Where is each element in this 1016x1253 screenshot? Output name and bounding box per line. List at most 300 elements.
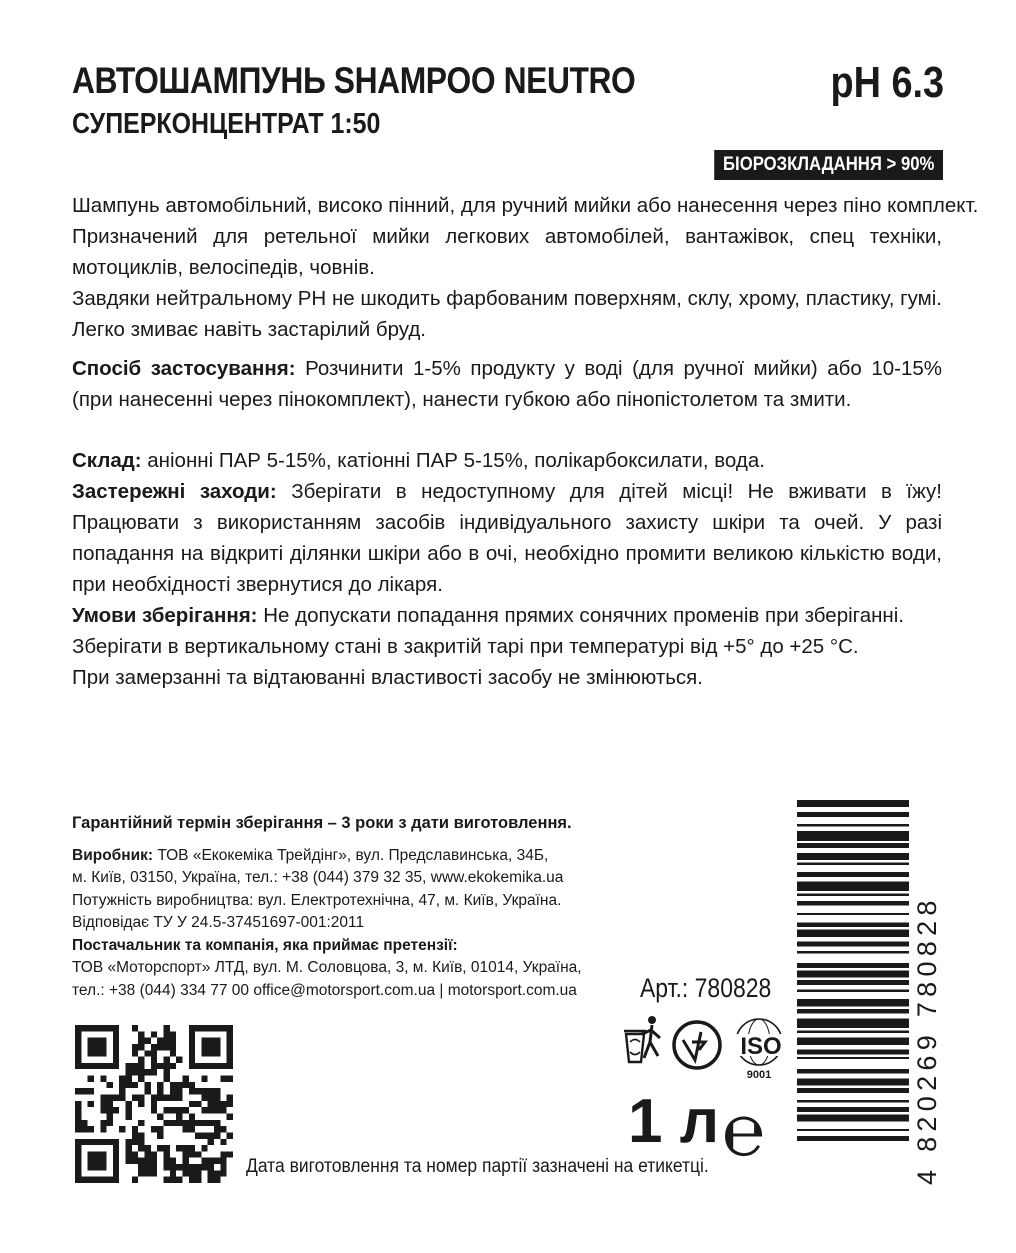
barcode-bar <box>797 882 909 892</box>
qr-module <box>157 1044 163 1050</box>
qr-module <box>126 1076 132 1082</box>
qr-module <box>132 1025 138 1031</box>
barcode-bar <box>797 901 909 906</box>
maker-line <box>72 845 612 868</box>
barcode-bar <box>797 1038 909 1045</box>
barcode-bar <box>797 1136 909 1141</box>
barcode-bar <box>797 970 909 977</box>
qr-module <box>189 1177 195 1183</box>
qr-module <box>176 1107 182 1113</box>
qr-module <box>126 1145 132 1151</box>
barcode-bar <box>797 843 909 848</box>
qr-module <box>201 1095 207 1101</box>
qr-module <box>100 1095 106 1101</box>
qr-module <box>126 1069 132 1075</box>
qr-module <box>214 1158 220 1164</box>
storage-label: Умови зберігання: <box>72 604 258 627</box>
qr-module <box>132 1177 138 1183</box>
qr-module <box>100 1076 106 1082</box>
qr-module <box>163 1107 169 1113</box>
qr-module <box>214 1107 220 1113</box>
qr-module <box>119 1126 125 1132</box>
qr-module <box>138 1031 144 1037</box>
qr-module <box>182 1164 188 1170</box>
barcode-bar <box>797 1100 909 1102</box>
maker-address: м. Київ, 03150, Україна, тел.: +38 (044) 379 32 35, www.ekokemika.ua <box>72 869 564 886</box>
qr-module <box>176 1095 182 1101</box>
supplier-label: Постачальник та компанія, яка приймає претензії: <box>72 936 458 954</box>
qr-module <box>145 1082 151 1088</box>
qr-module <box>214 1088 220 1094</box>
qr-module <box>170 1177 176 1183</box>
qr-module <box>189 1170 195 1176</box>
qr-module <box>189 1151 195 1157</box>
qr-module <box>157 1088 163 1094</box>
iso-text: ISO <box>740 1033 782 1060</box>
qr-module <box>100 1120 106 1126</box>
qr-module <box>176 1164 182 1170</box>
qr-module <box>208 1164 214 1170</box>
qr-module <box>151 1050 157 1056</box>
barcode-bar <box>797 1107 909 1112</box>
qr-module <box>208 1101 214 1107</box>
qr-module <box>176 1120 182 1126</box>
qr-finder <box>88 1151 107 1170</box>
qr-module <box>107 1107 113 1113</box>
qr-module <box>126 1151 132 1157</box>
qr-module <box>145 1158 151 1164</box>
qr-module <box>195 1088 201 1094</box>
iso-9001-icon <box>735 1019 787 1081</box>
description-paragraph-2: Призначений для ретельної мийки легкових автомобілей, вантажівок, спец техніки, мотоциклів, велосіпедів, човнів. <box>72 225 942 279</box>
qr-module <box>195 1177 201 1183</box>
barcode-bar <box>797 831 909 841</box>
qr-module <box>138 1057 144 1063</box>
qr-module <box>151 1164 157 1170</box>
guarantee-text: Гарантійний термін зберігання – 3 роки з дати виготовлення. <box>72 814 572 832</box>
qr-module <box>195 1101 201 1107</box>
facility-text: Потужність виробництва: вул. Електротехнічна, 47, м. Київ, Україна. <box>72 891 562 909</box>
barcode-bar <box>797 930 909 937</box>
qr-module <box>176 1057 182 1063</box>
qr-module <box>126 1139 132 1145</box>
barcode-bar <box>797 1069 909 1074</box>
qr-finder <box>88 1038 107 1057</box>
qr-module <box>170 1170 176 1176</box>
qr-module <box>145 1038 151 1044</box>
qr-module <box>227 1101 233 1107</box>
qr-module <box>176 1177 182 1183</box>
qr-module <box>113 1095 119 1101</box>
qr-module <box>189 1082 195 1088</box>
qr-module <box>182 1082 188 1088</box>
qr-module <box>119 1076 125 1082</box>
qr-module <box>100 1101 106 1107</box>
barcode-bar <box>797 999 909 1006</box>
qr-module <box>189 1113 195 1119</box>
barcode-bar <box>797 1057 909 1059</box>
qr-module <box>132 1158 138 1164</box>
barcode-bar <box>797 1129 909 1131</box>
qr-module <box>182 1076 188 1082</box>
qr-module <box>214 1101 220 1107</box>
qr-module <box>170 1031 176 1037</box>
barcode-bar <box>797 942 909 947</box>
qr-code <box>75 1025 233 1183</box>
usage-label: Спосіб застосування: <box>72 357 296 380</box>
composition-label: Склад: <box>72 449 142 472</box>
storage-paragraph <box>72 600 942 631</box>
qr-module <box>132 1050 138 1056</box>
certification-icons <box>622 1012 792 1082</box>
qr-module <box>176 1082 182 1088</box>
qr-module <box>189 1145 195 1151</box>
qr-module <box>145 1145 151 1151</box>
qr-module <box>182 1170 188 1176</box>
barcode-bar <box>797 980 909 985</box>
qr-module <box>157 1038 163 1044</box>
qr-module <box>138 1120 144 1126</box>
barcode <box>797 800 945 1185</box>
qr-module <box>214 1132 220 1138</box>
qr-module <box>151 1170 157 1176</box>
qr-module <box>195 1132 201 1138</box>
storage-line-3: При замерзанні та відтаюванні властивості засобу не змінюються. <box>72 666 703 689</box>
qr-module <box>163 1044 169 1050</box>
qr-module <box>75 1101 81 1107</box>
warnings-text: Зберігати в недоступному для дітей місці! Не вживати в їжу! Працювати з використанням засобів індивідуального захисту шкіри та очей. У разі попадання на відкриті ділянки шкіри або в очі, необхідно промити великою кількістю води, при необхідності звернутися до лікаря. <box>72 480 942 596</box>
qr-module <box>132 1151 138 1157</box>
qr-module <box>132 1132 138 1138</box>
qr-module <box>220 1101 226 1107</box>
qr-module <box>176 1088 182 1094</box>
qr-module <box>201 1132 207 1138</box>
qr-module <box>208 1088 214 1094</box>
qr-module <box>189 1088 195 1094</box>
qr-module <box>220 1076 226 1082</box>
qr-module <box>138 1063 144 1069</box>
qr-module <box>138 1170 144 1176</box>
maker-text: ТОВ «Екокеміка Трейдінг», вул. Предславинська, 34Б, <box>153 846 549 864</box>
qr-module <box>138 1095 144 1101</box>
qr-module <box>170 1044 176 1050</box>
qr-module <box>220 1151 226 1157</box>
qr-module <box>151 1107 157 1113</box>
qr-module <box>126 1063 132 1069</box>
qr-module <box>163 1063 169 1069</box>
qr-module <box>214 1177 220 1183</box>
qr-module <box>220 1126 226 1132</box>
barcode-bar <box>797 894 909 896</box>
barcode-bar <box>797 800 909 807</box>
biodegradability-badge: БІОРОЗКЛАДАННЯ > 90% <box>714 150 943 180</box>
qr-module <box>132 1069 138 1075</box>
qr-module <box>189 1126 195 1132</box>
qr-module <box>170 1082 176 1088</box>
qr-module <box>157 1126 163 1132</box>
qr-module <box>208 1107 214 1113</box>
qr-module <box>119 1088 125 1094</box>
qr-module <box>170 1038 176 1044</box>
qr-module <box>214 1170 220 1176</box>
qr-module <box>132 1063 138 1069</box>
qr-module <box>208 1132 214 1138</box>
qr-module <box>163 1025 169 1031</box>
product-title: АВТОШАМПУНЬ SHAMPOO NEUTRO <box>72 60 636 101</box>
barcode-bar <box>797 1078 909 1085</box>
qr-module <box>107 1095 113 1101</box>
qr-module <box>75 1088 81 1094</box>
qr-module <box>170 1088 176 1094</box>
qr-module <box>182 1145 188 1151</box>
barcode-bar <box>797 824 909 826</box>
qr-module <box>208 1158 214 1164</box>
qr-module <box>138 1164 144 1170</box>
qr-module <box>138 1076 144 1082</box>
qr-module <box>170 1095 176 1101</box>
qr-module <box>151 1044 157 1050</box>
qr-module <box>182 1126 188 1132</box>
qr-module <box>88 1076 94 1082</box>
usage-paragraph <box>72 353 942 415</box>
qr-module <box>214 1120 220 1126</box>
storage-line-2: Зберігати в вертикальному стані в закритій тарі при температурі від +5° до +25 °C. <box>72 635 859 658</box>
barcode-bar <box>797 862 909 864</box>
maker-label: Виробник: <box>72 846 154 864</box>
qr-module <box>201 1088 207 1094</box>
qr-module <box>201 1107 207 1113</box>
qr-module <box>138 1139 144 1145</box>
barcode-bar <box>797 1114 909 1121</box>
qr-module <box>170 1158 176 1164</box>
qr-module <box>138 1038 144 1044</box>
qr-module <box>145 1151 151 1157</box>
qr-module <box>88 1101 94 1107</box>
barcode-bar <box>797 853 909 860</box>
qr-module <box>163 1164 169 1170</box>
qr-module <box>182 1151 188 1157</box>
usage-text: Розчинити 1-5% продукту у воді (для ручної мийки) або 10-15% (при нанесенні через пінокомплект), нанести губкою або пінопістолетом та змити. <box>72 357 942 411</box>
barcode-bar <box>797 922 909 927</box>
footer-block <box>72 812 612 1002</box>
description-paragraph-3: Завдяки нейтральному PH не шкодить фарбованим поверхням, склу, хрому, пластику, гумі. Легко змиває навіть застарілий бруд. <box>72 287 942 341</box>
qr-module <box>138 1132 144 1138</box>
qr-module <box>151 1151 157 1157</box>
article-number: Арт.: 780828 <box>640 973 772 1003</box>
qr-module <box>163 1038 169 1044</box>
qr-module <box>227 1151 233 1157</box>
ukraine-conformity-mark-icon <box>674 1022 720 1068</box>
qr-module <box>220 1170 226 1176</box>
qr-module <box>201 1164 207 1170</box>
qr-module <box>107 1082 113 1088</box>
qr-module <box>151 1158 157 1164</box>
qr-module <box>208 1170 214 1176</box>
qr-module <box>227 1132 233 1138</box>
qr-module <box>88 1088 94 1094</box>
qr-module <box>138 1145 144 1151</box>
qr-module <box>138 1069 144 1075</box>
qr-module <box>113 1107 119 1113</box>
qr-module <box>75 1113 81 1119</box>
qr-module <box>227 1076 233 1082</box>
qr-module <box>132 1082 138 1088</box>
qr-module <box>220 1158 226 1164</box>
qr-module <box>208 1177 214 1183</box>
warnings-label: Застережні заходи: <box>72 480 277 503</box>
qr-module <box>170 1050 176 1056</box>
qr-module <box>151 1101 157 1107</box>
qr-module <box>208 1095 214 1101</box>
qr-module <box>126 1082 132 1088</box>
qr-module <box>163 1095 169 1101</box>
qr-module <box>75 1126 81 1132</box>
production-date-note: Дата виготовлення та номер партії зазначені на етикетці. <box>246 1156 709 1177</box>
qr-finder <box>201 1038 220 1057</box>
qr-module <box>176 1145 182 1151</box>
qr-module <box>132 1126 138 1132</box>
qr-module <box>107 1101 113 1107</box>
volume-label: 1 л <box>628 1087 720 1156</box>
qr-module <box>100 1107 106 1113</box>
qr-module <box>145 1164 151 1170</box>
qr-module <box>157 1132 163 1138</box>
qr-module <box>195 1170 201 1176</box>
qr-module <box>107 1120 113 1126</box>
qr-module <box>145 1050 151 1056</box>
qr-module <box>170 1120 176 1126</box>
qr-module <box>75 1120 81 1126</box>
qr-module <box>151 1069 157 1075</box>
qr-module <box>157 1095 163 1101</box>
qr-module <box>132 1044 138 1050</box>
qr-module <box>81 1088 87 1094</box>
qr-module <box>214 1095 220 1101</box>
qr-module <box>145 1088 151 1094</box>
barcode-bar <box>797 913 909 915</box>
qr-module <box>170 1063 176 1069</box>
qr-module <box>138 1101 144 1107</box>
qr-module <box>163 1120 169 1126</box>
qr-module <box>119 1082 125 1088</box>
qr-module <box>182 1158 188 1164</box>
warnings-paragraph <box>72 476 942 600</box>
qr-module <box>220 1164 226 1170</box>
qr-module <box>157 1113 163 1119</box>
qr-module <box>189 1120 195 1126</box>
qr-module <box>88 1126 94 1132</box>
qr-module <box>195 1151 201 1157</box>
barcode-bar <box>797 1050 909 1055</box>
description-paragraph-1: Шампунь автомобільний, високо пінний, для ручний мийки або нанесення через піно комплект. <box>72 194 979 217</box>
description-block <box>72 190 979 693</box>
estimated-sign-icon: ℮ <box>722 1088 766 1172</box>
storage-text: Не допускати попадання прямих сонячних променів при зберіганні. <box>257 604 904 627</box>
qr-module <box>195 1164 201 1170</box>
qr-module <box>201 1120 207 1126</box>
qr-module <box>163 1031 169 1037</box>
composition-text: аніонні ПАР 5-15%, катіонні ПАР 5-15%, полікарбоксилати, вода. <box>141 449 765 472</box>
qr-module <box>151 1126 157 1132</box>
barcode-bar <box>797 963 909 968</box>
ph-value: pH 6.3 <box>830 58 944 107</box>
qr-module <box>107 1113 113 1119</box>
qr-module <box>220 1139 226 1145</box>
qr-module <box>145 1069 151 1075</box>
qr-module <box>163 1069 169 1075</box>
iso-number: 9001 <box>746 1069 772 1081</box>
qr-module <box>138 1044 144 1050</box>
barcode-bar <box>797 812 909 817</box>
qr-module <box>157 1082 163 1088</box>
qr-module <box>132 1095 138 1101</box>
barcode-bar <box>797 1009 909 1014</box>
qr-module <box>189 1164 195 1170</box>
qr-module <box>81 1120 87 1126</box>
qr-module <box>151 1063 157 1069</box>
qr-module <box>163 1177 169 1183</box>
qr-module <box>201 1145 207 1151</box>
recycle-bin-icon <box>624 1016 660 1062</box>
qr-module <box>145 1170 151 1176</box>
standard-text: Відповідає ТУ У 24.5-37451697-001:2011 <box>72 914 365 931</box>
qr-module <box>195 1120 201 1126</box>
barcode-bar <box>797 872 909 877</box>
qr-module <box>151 1031 157 1037</box>
qr-module <box>163 1151 169 1157</box>
qr-module <box>126 1113 132 1119</box>
barcode-bar <box>797 990 909 992</box>
qr-module <box>126 1107 132 1113</box>
barcode-digits: 4 820269 780828 <box>912 895 942 1185</box>
product-subtitle: СУПЕРКОНЦЕНТРАТ 1:50 <box>72 108 381 140</box>
supplier-line-1: ТОВ «Моторспорт» ЛТД, вул. М. Соловцова, 3, м. Київ, 01014, Україна, <box>72 959 582 976</box>
qr-module <box>81 1126 87 1132</box>
barcode-bar <box>797 1018 909 1028</box>
qr-module <box>163 1158 169 1164</box>
qr-module <box>201 1158 207 1164</box>
qr-module <box>119 1095 125 1101</box>
qr-module <box>227 1113 233 1119</box>
qr-module <box>163 1057 169 1063</box>
qr-module <box>227 1095 233 1101</box>
qr-module <box>138 1158 144 1164</box>
qr-module <box>170 1164 176 1170</box>
qr-module <box>126 1101 132 1107</box>
barcode-bar <box>797 1088 909 1093</box>
qr-module <box>157 1145 163 1151</box>
composition-paragraph <box>72 445 942 476</box>
supplier-line-2: тел.: +38 (044) 334 77 00 office@motorsport.com.ua | motorsport.com.ua <box>72 981 577 999</box>
qr-module <box>151 1057 157 1063</box>
barcode-bar <box>797 1030 909 1032</box>
qr-module <box>176 1113 182 1119</box>
qr-module <box>157 1063 163 1069</box>
qr-module <box>151 1095 157 1101</box>
qr-module <box>132 1139 138 1145</box>
qr-module <box>214 1126 220 1132</box>
qr-module <box>100 1126 106 1132</box>
qr-module <box>163 1076 169 1082</box>
qr-module <box>126 1158 132 1164</box>
qr-module <box>75 1107 81 1113</box>
barcode-bar <box>797 951 909 953</box>
qr-module <box>208 1120 214 1126</box>
qr-module <box>189 1101 195 1107</box>
qr-module <box>182 1107 188 1113</box>
qr-module <box>201 1076 207 1082</box>
qr-module <box>220 1107 226 1113</box>
